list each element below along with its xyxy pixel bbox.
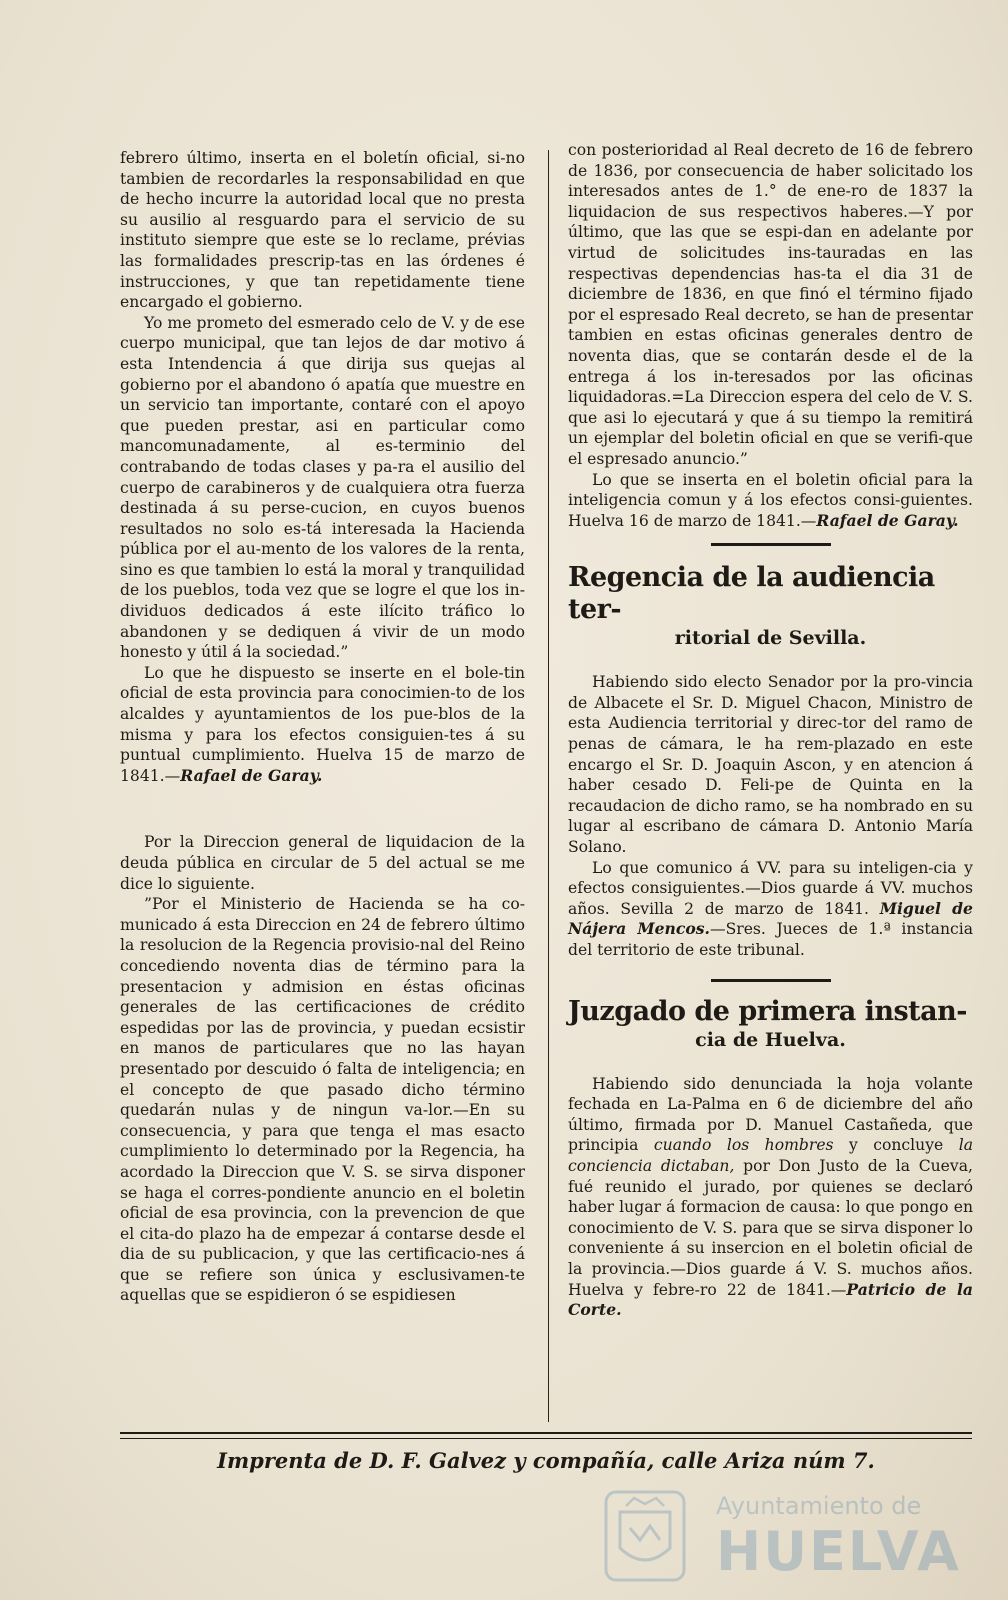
paragraph-text: por Don Justo de la Cueva, fué reunido el jurado, por quienes se declaró haber lugar á formacion de causa: lo que pongo en conocimiento de V. S. para que se sirva disponer lo conveniente á su insercion en el boletin oficial de la provincia.—Dios guarde á V. S. muchos años. Huelva y febre-ro 22 de 1841.— [568, 1156, 973, 1299]
heading-sub: cia de Huelva. [695, 1028, 846, 1051]
column-divider [548, 150, 549, 1422]
right-column [568, 140, 973, 1321]
section-gap [120, 786, 525, 832]
section-heading-regencia [568, 562, 973, 650]
paragraph [568, 1074, 973, 1321]
paragraph: Yo me prometo del esmerado celo de V. y de ese cuerpo municipal, que tan lejos de dar motivo á esta Intendencia á que dirija sus quejas al gobierno por el abandono ó apatía que muestre en un servicio tan importante, contaré con el apoyo que pueden prestar, asi en particular como mancomunadamente, al es-terminio del contrabando de todas clases y pa-ra el ausilio del cuerpo de carabineros y de cualquiera otra fuerza destinada á su perse-cucion, en cuyos buenos resultados no solo es-tá interesada la Hacienda pública por el au-mento de los valores de la renta, sino es que tambien lo está la moral y tranquilidad de los pueblos, toda vez que se logre el que los in-dividuos dedicados á este ilícito tráfico lo abandonen y se dediquen á vivir de un modo honesto y útil á la sociedad.” [120, 313, 525, 662]
section-heading-juzgado [568, 996, 973, 1052]
paragraph [568, 858, 973, 961]
footer-rule [120, 1432, 972, 1434]
paragraph-text: Lo que he dispuesto se inserte en el bole-tin oficial de esta provincia para conocimien-to de los alcaldes y ayuntamientos de los pue-blos de la misma y para los efectos consiguien-tes á su puntual cumplimiento. Huelva 15 de marzo de 1841.— [120, 663, 525, 785]
quoted-phrase: la conciencia dictaban, [568, 1136, 973, 1175]
paragraph-text: y concluye [849, 1136, 944, 1155]
archive-watermark [600, 1480, 980, 1590]
signature: Rafael de Garay. [816, 510, 959, 530]
ornament-rule [711, 979, 831, 982]
paragraph [568, 470, 973, 532]
signature: Patricio de la Corte. [568, 1279, 973, 1320]
left-column [120, 148, 525, 1306]
section-gap [568, 650, 973, 672]
watermark-line2: HUELVA [716, 1520, 961, 1583]
signature: Rafael de Garay. [180, 765, 323, 785]
paragraph [120, 663, 525, 787]
paragraph: con posterioridad al Real decreto de 16 de febrero de 1836, por consecuencia de haber solicitado los interesados antes de 1.° de ene-ro de 1837 la liquidacion de sus respectivos haberes.—Y por último, que las que se espi-dan en adelante por virtud de solicitudes ins-tauradas en las respectivas dependencias has-ta el dia 31 de diciembre de 1836, en que finó el término fijado por el espresado Real decreto, se han de presentar tambien en estas oficinas generales dentro de noventa dias, que se contarán desde el de la entrega á los in-teresados por las oficinas liquidadoras.=La Direccion espera del celo de V. S. que asi lo ejecutará y que á su tiempo la remitirá un ejemplar del boletin oficial en que se verifi-que el espresado anuncio.” [568, 141, 973, 468]
section-gap [568, 1052, 973, 1074]
paragraph: febrero último, inserta en el boletín oficial, si-no tambien de recordarles la responsabilidad en que de hecho incurre la autoridad local que no presta su ausilio al resguardo para el servicio de su instituto siempre que este se lo reclame, prévias las formalidades prescrip-tas en las órdenes é instrucciones, y que tan repetidamente tiene encargado el gobierno. [120, 149, 525, 312]
huelva-coat-of-arms-icon [600, 1488, 690, 1584]
ornament-rule [711, 543, 831, 546]
quoted-phrase: cuando los hombres [653, 1136, 834, 1155]
heading-main: Juzgado de primera instan- [568, 995, 967, 1027]
paragraph-text: —Sres. Jueces de 1.ª instancia del territorio de este tribunal. [568, 920, 974, 959]
signature: Miguel de Nájera Mencos. [568, 898, 973, 939]
heading-sub: ritorial de Sevilla. [674, 627, 867, 650]
watermark-line1: Ayuntamiento de [716, 1492, 922, 1520]
paragraph: Por la Direccion general de liquidacion de la deuda pública en circular de 5 del actual se me dice lo siguiente. [120, 833, 525, 893]
footer-rule [120, 1438, 972, 1439]
paragraph-text: Lo que comunico á VV. para su inteligen-cia y efectos consiguientes.—Dios guarde á VV. muchos años. Sevilla 2 de marzo de 1841. [568, 858, 973, 918]
paragraph-text: Habiendo sido denunciada la hoja volante fechada en La-Palma en 6 de diciembre del año último, firmada por D. Manuel Castañeda, que principia [568, 1074, 973, 1155]
paragraph-text: Lo que se inserta en el boletin oficial para la inteligencia comun y á los efectos consi-guientes. Huelva 16 de marzo de 1841.— [568, 470, 973, 530]
paragraph: ”Por el Ministerio de Hacienda se ha co-municado á esta Direccion en 24 de febrero último la resolucion de la Regencia provisio-nal del Reino concediendo noventa dias de término para la presentacion y admision en éstas oficinas generales de las certificaciones de crédito espedidas por las de provincia, y puedan ecsistir en manos de particulares que no las hayan presentado por descuido ó falta de inteligencia; en el concepto de que pasado dicho término quedarán nulas y de ningun va-lor.—En su consecuencia, y para que tenga el mas esacto cumplimiento lo determinado por la Regencia, ha acordado la Direccion que V. S. se sirva disponer se haga el corres-pondiente anuncio en el boletin oficial de esa provincia, con la prevencion de que el cita-do plazo ha de empezar á contarse desde el dia de su publicacion, y que las certificacio-nes á que se refiere son única y esclusivamen-te aquellas que se espidieron ó se espidiesen [120, 895, 525, 1305]
printer-imprint: Imprenta de D. F. Galvez y compañía, calle Ariza núm 7. [217, 1448, 875, 1473]
heading-main: Regencia de la audiencia ter- [568, 562, 935, 626]
paragraph: Habiendo sido electo Senador por la pro-vincia de Albacete el Sr. D. Miguel Chacon, Ministro de esta Audiencia territorial y direc-tor del ramo de penas de cámara, le ha rem-plazado en este encargo el Sr. D. Joaquin Ascon, y en atencion á haber cesado D. Feli-pe de Quinta en la recaudacion de dicho ramo, se ha nombrado en su lugar al escribano de cámara D. Antonio María Solano. [568, 673, 973, 857]
